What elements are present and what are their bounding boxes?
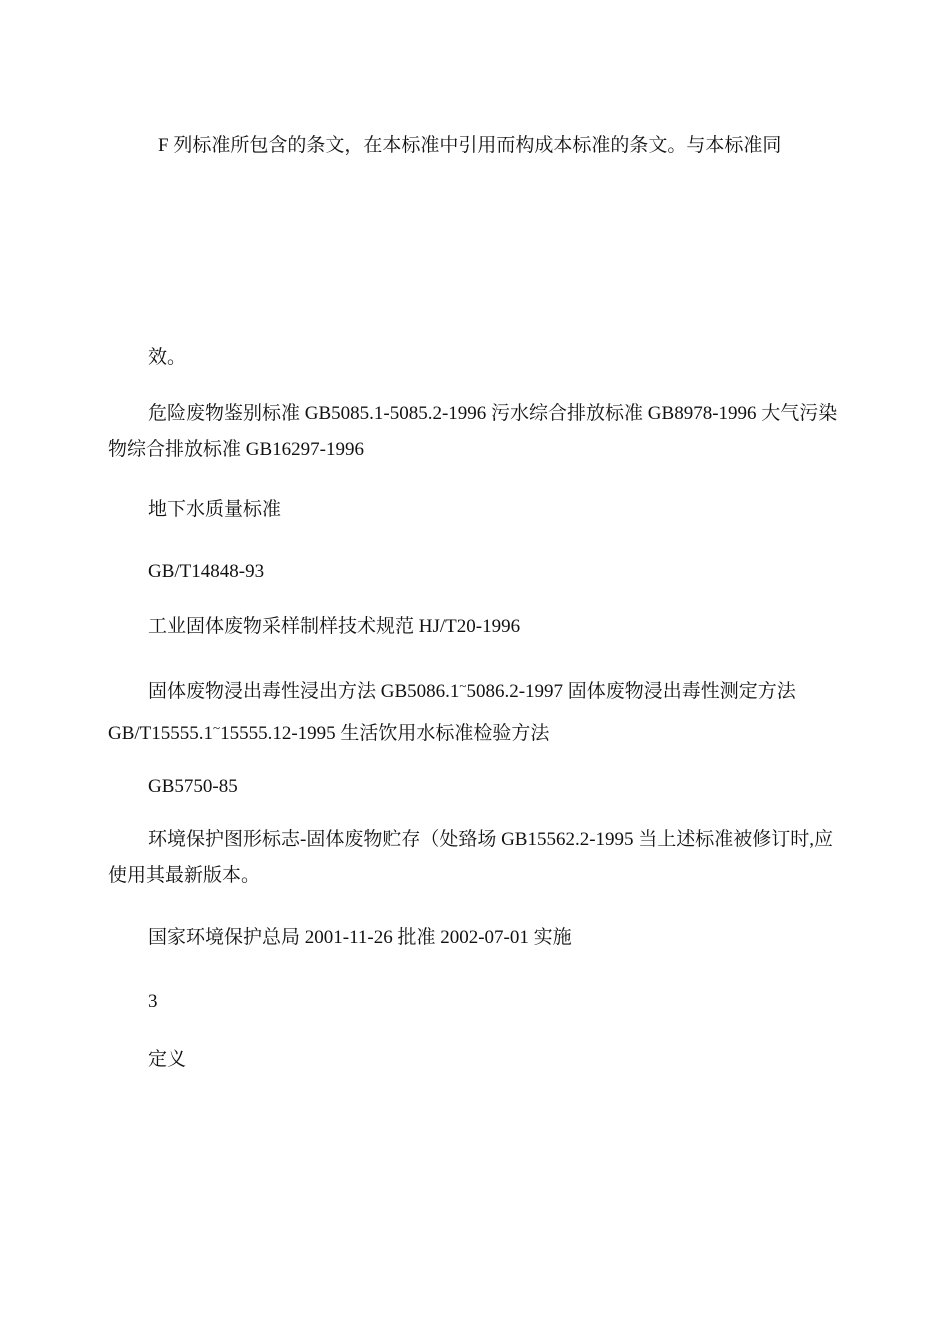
- text-line-groundwater-standard: 地下水质量标准: [148, 499, 282, 520]
- paragraph-reference-standards-2: [108, 668, 843, 752]
- tilde-mark: ~: [213, 720, 221, 735]
- section-number: 3: [148, 991, 158, 1012]
- reference-text-part-3: 15555.12-1995 生活饮用水标准检验方法: [220, 723, 550, 744]
- paragraph-environmental-marking: 环境保护图形标志-固体废物贮存（处臵场 GB15562.2-1995 当上述标准被修订时,应使用其最新版本。: [108, 829, 834, 886]
- text-line-gb5750: GB5750-85: [148, 776, 238, 797]
- reference-text-part-2: 5086.2-1997 固体废物浸出毒性测定方法 GB/T15555.1: [108, 681, 796, 744]
- tilde-mark: ~: [459, 678, 467, 693]
- text-line-sampling-specification: 工业固体废物采样制样技术规范 HJ/T20-1996: [148, 616, 521, 637]
- section-title: 定义: [148, 1049, 187, 1070]
- text-line-gbt14848: GB/T14848-93: [148, 561, 265, 582]
- text-line-referenced-standards: F 列标准所包含的条文，在本标准中引用而构成本标准的条文。与本标准同: [158, 135, 782, 156]
- text-line-effect: 效。: [148, 347, 187, 368]
- reference-text-part-1: 固体废物浸出毒性浸出方法 GB5086.1: [148, 681, 460, 702]
- paragraph-reference-standards-1: 危险废物鉴别标准 GB5085.1-5085.2-1996 污水综合排放标准 GB8978-1996 大气污染物综合排放标准 GB16297-1996: [108, 403, 838, 460]
- text-line-issuing-authority: 国家环境保护总局 2001-11-26 批准 2002-07-01 实施: [148, 927, 572, 948]
